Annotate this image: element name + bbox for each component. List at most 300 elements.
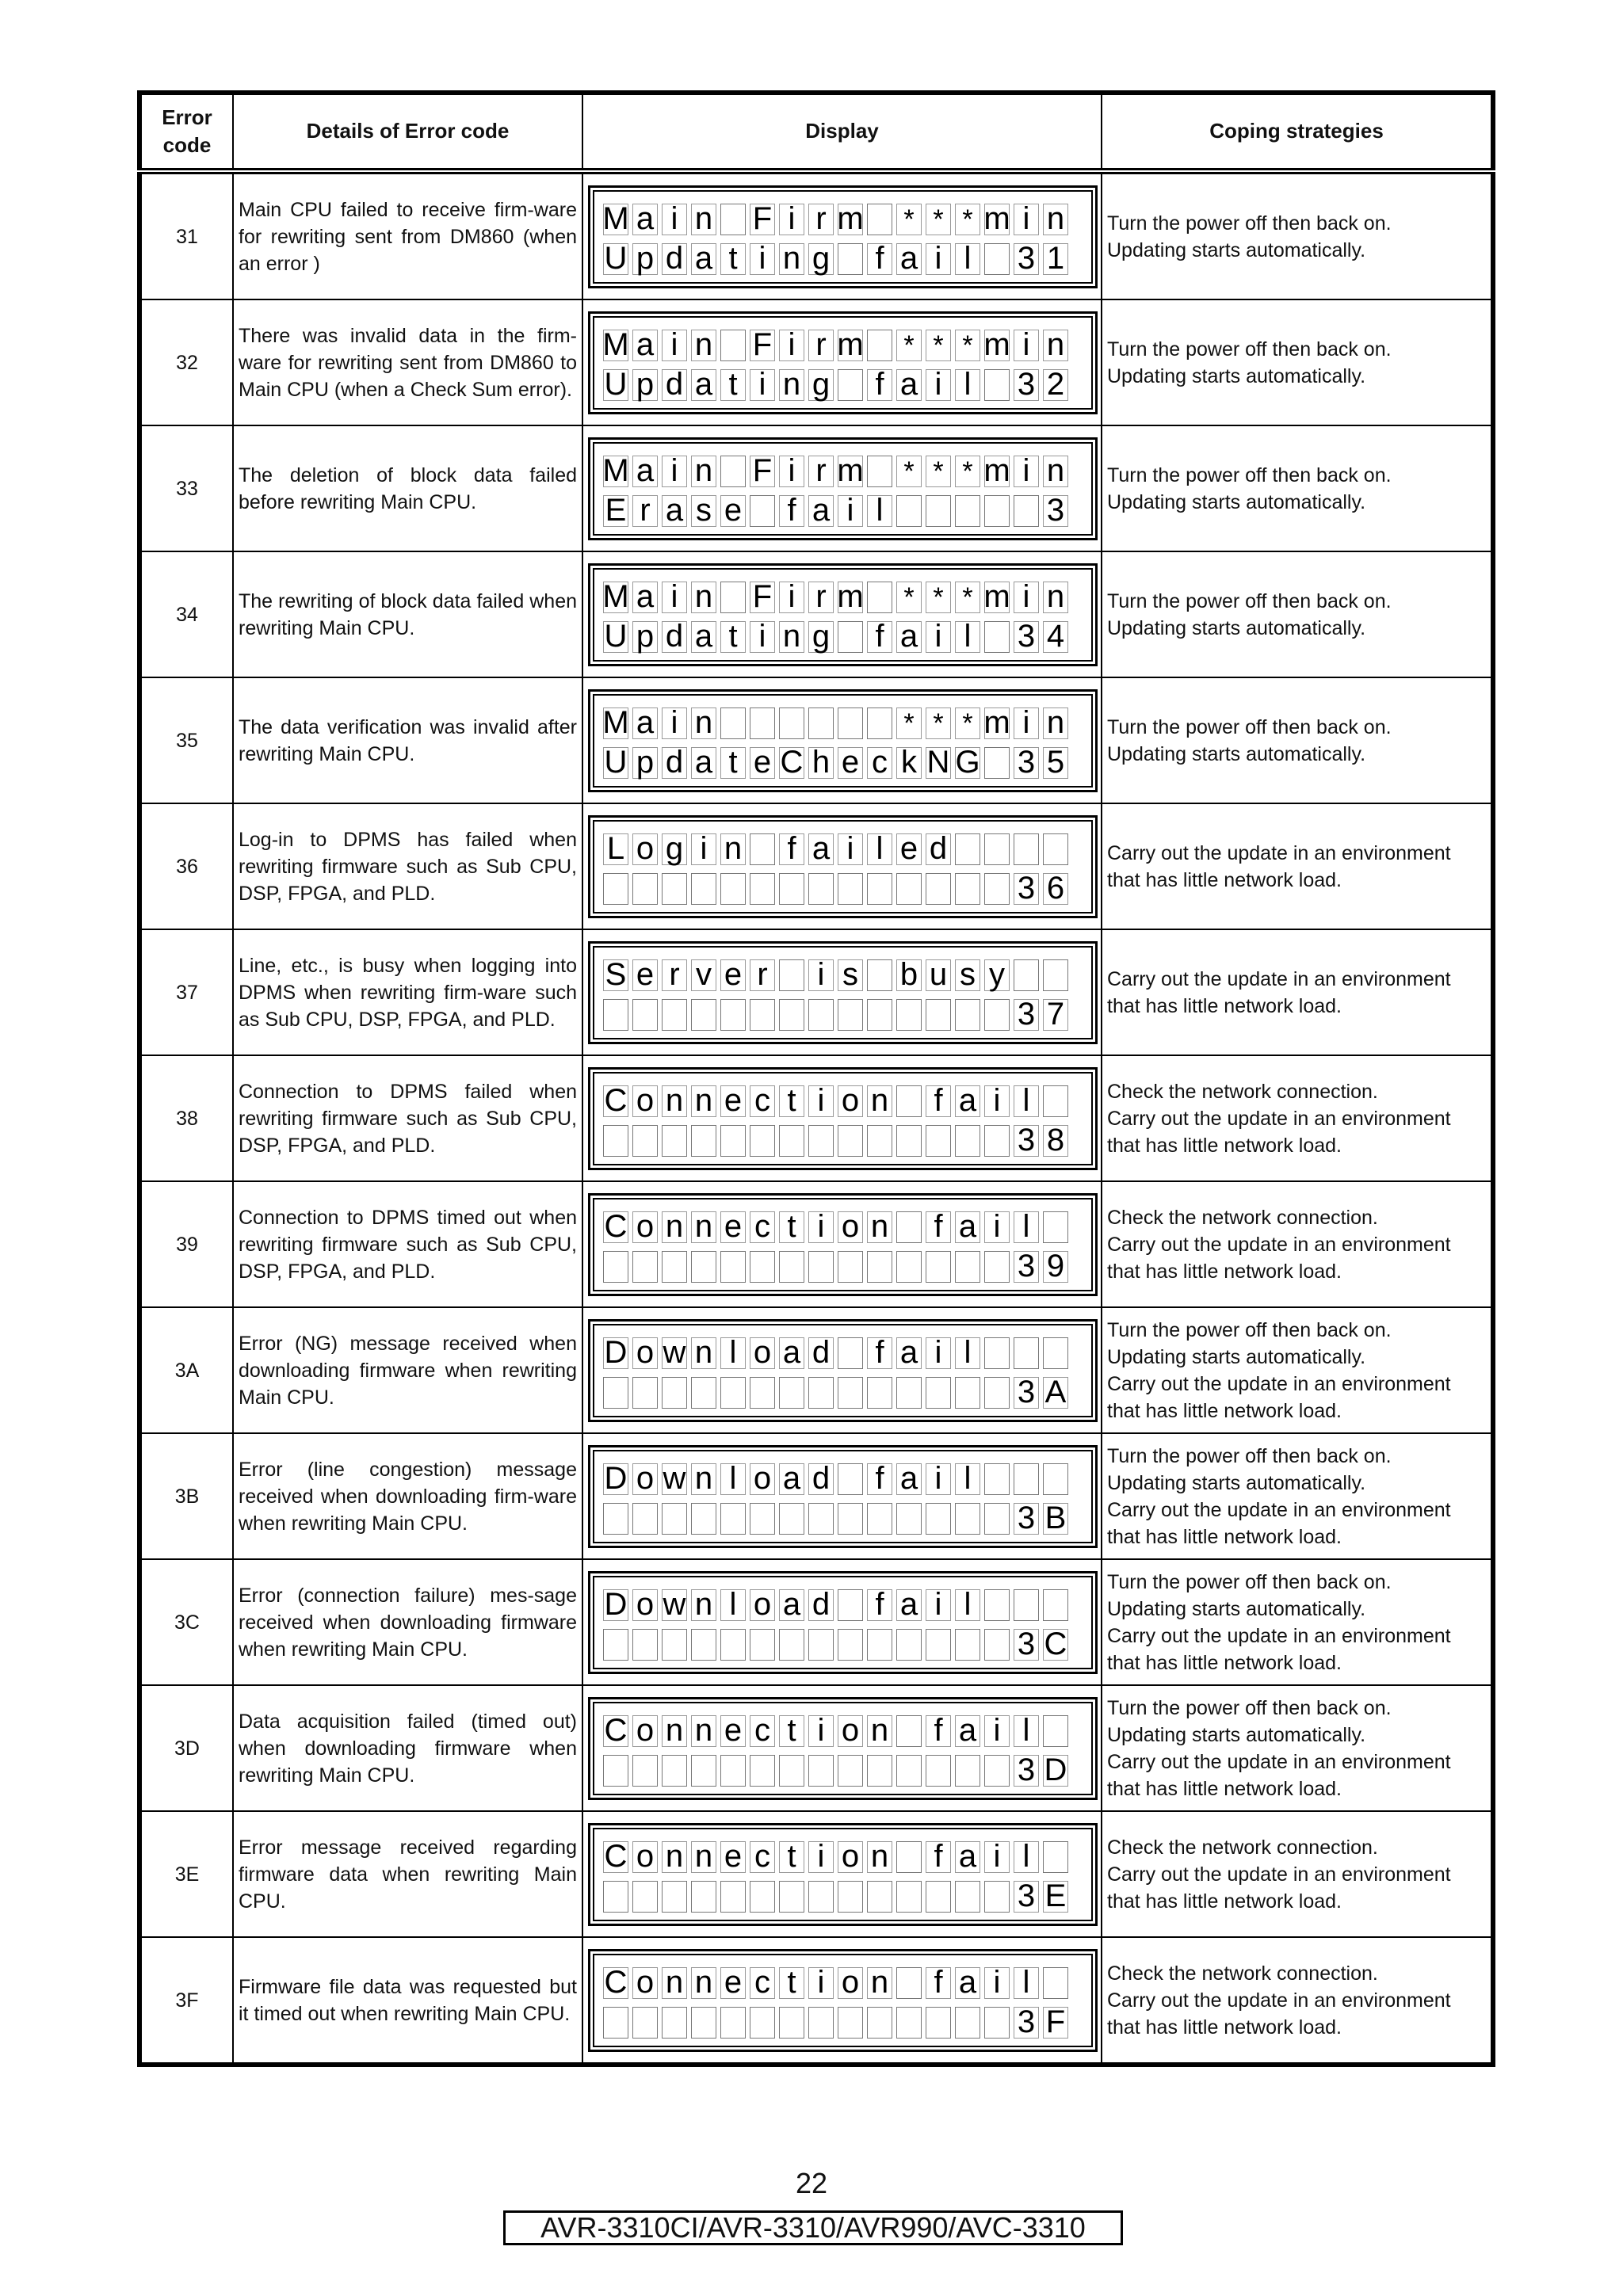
lcd-char	[867, 1125, 892, 1157]
lcd-char	[603, 1755, 628, 1787]
lcd-char: C	[604, 1208, 628, 1244]
lcd-char: n	[1043, 204, 1068, 235]
lcd-char	[867, 456, 892, 487]
lcd-char: 3	[1014, 2007, 1039, 2039]
lcd-char	[838, 1125, 863, 1157]
lcd-char: d	[808, 1589, 834, 1621]
lcd-display	[588, 689, 1098, 792]
lcd-char: l	[955, 1589, 980, 1621]
lcd-char: 3	[1014, 243, 1039, 275]
lcd-char: 5	[1043, 747, 1068, 779]
lcd-char: g	[662, 833, 687, 865]
lcd-char: o	[632, 1337, 658, 1369]
lcd-display	[588, 941, 1098, 1044]
lcd-char	[1043, 959, 1068, 991]
lcd-char: 3	[1014, 747, 1039, 779]
lcd-char	[720, 456, 746, 487]
lcd-char	[984, 999, 1010, 1031]
display-cell	[582, 677, 1102, 803]
lcd-char: i	[691, 833, 716, 865]
lcd-char: n	[867, 1967, 892, 1999]
lcd-char	[632, 1251, 658, 1283]
lcd-char: e	[750, 747, 775, 779]
lcd-char: *	[955, 204, 980, 235]
lcd-char: n	[691, 1085, 716, 1117]
lcd-char: 3	[1014, 1125, 1039, 1157]
lcd-char: l	[1014, 1211, 1039, 1243]
lcd-char: n	[662, 1211, 687, 1243]
lcd-char: a	[632, 707, 658, 739]
lcd-char: U	[604, 744, 628, 780]
lcd-line1	[603, 1707, 1095, 1747]
lcd-char	[896, 1125, 922, 1157]
lcd-char: s	[955, 959, 980, 991]
lcd-char: f	[926, 1841, 951, 1873]
lcd-line2	[603, 613, 1095, 653]
lcd-char: C	[604, 1838, 628, 1874]
lcd-char	[896, 495, 922, 527]
table-row	[139, 803, 1493, 929]
coping-strategy-cell: Check the network connection. Carry out the update in an environment that has little network load.	[1102, 1937, 1493, 2065]
lcd-char: i	[926, 1589, 951, 1621]
lcd-char: f	[867, 1589, 892, 1621]
lcd-char: o	[838, 1211, 863, 1243]
lcd-char: f	[926, 1715, 951, 1747]
lcd-char	[691, 1629, 716, 1661]
lcd-char	[926, 1629, 951, 1661]
lcd-line1	[603, 1077, 1095, 1117]
lcd-line1	[603, 196, 1095, 235]
lcd-char	[808, 1629, 834, 1661]
lcd-char: i	[984, 1841, 1010, 1873]
table-row	[139, 1181, 1493, 1307]
error-code-cell: 3A	[139, 1307, 233, 1433]
lcd-char: l	[955, 369, 980, 401]
lcd-char: i	[1014, 456, 1039, 487]
lcd-char: t	[720, 243, 746, 275]
lcd-line2	[603, 1117, 1095, 1157]
lcd-char: e	[632, 959, 658, 991]
lcd-char: D	[604, 1586, 628, 1622]
lcd-char: a	[955, 1841, 980, 1873]
lcd-display	[588, 1571, 1098, 1674]
lcd-char: w	[663, 1460, 686, 1496]
coping-strategy-cell: Carry out the update in an environment that has little network load.	[1102, 929, 1493, 1055]
lcd-char: o	[632, 1211, 658, 1243]
lcd-char: n	[691, 582, 716, 613]
lcd-char	[603, 873, 628, 905]
lcd-char: m	[983, 578, 1010, 614]
error-code-cell: 31	[139, 171, 233, 299]
lcd-char: i	[662, 330, 687, 361]
lcd-char	[691, 1881, 716, 1913]
lcd-char	[779, 1503, 804, 1535]
lcd-char	[720, 204, 746, 235]
lcd-char	[662, 1251, 687, 1283]
lcd-line2	[603, 1369, 1095, 1409]
lcd-char: i	[662, 456, 687, 487]
lcd-char	[662, 1881, 687, 1913]
lcd-char	[926, 1755, 951, 1787]
lcd-char: *	[955, 330, 980, 361]
lcd-char: 7	[1043, 999, 1068, 1031]
lcd-char: i	[808, 1967, 834, 1999]
lcd-char	[720, 1251, 746, 1283]
lcd-char	[896, 1881, 922, 1913]
lcd-display	[588, 815, 1098, 918]
lcd-char: F	[750, 330, 775, 361]
coping-strategy-cell: Turn the power off then back on. Updating starts automatically.	[1102, 677, 1493, 803]
lcd-char: m	[983, 704, 1010, 740]
lcd-char: p	[632, 747, 658, 779]
lcd-char	[808, 1755, 834, 1787]
table-row	[139, 1433, 1493, 1559]
lcd-char	[632, 1377, 658, 1409]
lcd-char: n	[662, 1841, 687, 1873]
lcd-char: l	[867, 833, 892, 865]
lcd-char	[808, 999, 834, 1031]
lcd-char	[955, 1503, 980, 1535]
lcd-char: i	[984, 1967, 1010, 1999]
lcd-char: i	[808, 1211, 834, 1243]
lcd-char: o	[632, 1715, 658, 1747]
lcd-char	[838, 1463, 863, 1495]
lcd-char	[779, 1755, 804, 1787]
lcd-char: r	[808, 204, 834, 235]
lcd-char: n	[867, 1085, 892, 1117]
lcd-char: o	[632, 1463, 658, 1495]
lcd-char	[808, 707, 834, 739]
lcd-char: b	[896, 959, 922, 991]
coping-strategy-cell: Turn the power off then back on. Updating starts automatically.	[1102, 551, 1493, 677]
lcd-char	[867, 999, 892, 1031]
lcd-char	[779, 959, 804, 991]
lcd-char: M	[602, 326, 629, 362]
error-details-cell: The rewriting of block data failed when rewriting Main CPU.	[233, 551, 582, 677]
lcd-line2	[603, 361, 1095, 401]
lcd-char: a	[808, 833, 834, 865]
lcd-char	[984, 1377, 1010, 1409]
lcd-char	[632, 1503, 658, 1535]
lcd-char: n	[662, 1967, 687, 1999]
lcd-char: n	[662, 1715, 687, 1747]
lcd-char: v	[691, 959, 716, 991]
error-code-cell: 34	[139, 551, 233, 677]
lcd-char: n	[691, 1211, 716, 1243]
lcd-char: y	[984, 959, 1010, 991]
lcd-char	[691, 1755, 716, 1787]
lcd-char	[867, 330, 892, 361]
lcd-char	[926, 495, 951, 527]
lcd-char: w	[663, 1586, 686, 1622]
lcd-char: t	[779, 1967, 804, 1999]
error-details-cell: Connection to DPMS timed out when rewriting firmware such as Sub CPU, DSP, FPGA, and PLD.	[233, 1181, 582, 1307]
lcd-char: o	[838, 1967, 863, 1999]
lcd-char: 4	[1043, 621, 1068, 653]
lcd-char: n	[662, 1085, 687, 1117]
lcd-char	[896, 1715, 922, 1747]
lcd-char: i	[779, 204, 804, 235]
lcd-char	[662, 1377, 687, 1409]
lcd-char: C	[780, 744, 804, 780]
lcd-char	[632, 873, 658, 905]
lcd-char: N	[926, 744, 950, 780]
lcd-char: n	[691, 707, 716, 739]
lcd-char	[955, 1881, 980, 1913]
lcd-char	[691, 1125, 716, 1157]
lcd-char	[926, 1503, 951, 1535]
lcd-char: t	[779, 1211, 804, 1243]
lcd-char: e	[720, 1211, 746, 1243]
lcd-char	[603, 1377, 628, 1409]
lcd-char	[955, 1377, 980, 1409]
lcd-char	[750, 999, 775, 1031]
display-cell	[582, 171, 1102, 299]
lcd-char: l	[1014, 1841, 1039, 1873]
lcd-char	[955, 1755, 980, 1787]
lcd-char	[691, 999, 716, 1031]
table-row	[139, 299, 1493, 425]
lcd-char	[896, 1251, 922, 1283]
lcd-char	[720, 1125, 746, 1157]
lcd-char	[867, 1881, 892, 1913]
error-code-cell: 36	[139, 803, 233, 929]
lcd-char: E	[1043, 1881, 1068, 1913]
lcd-char	[603, 1503, 628, 1535]
coping-strategy-cell: Turn the power off then back on. Updating starts automatically. Carry out the update in an environment that has little network load.	[1102, 1307, 1493, 1433]
lcd-char	[691, 1251, 716, 1283]
lcd-char: l	[1014, 1967, 1039, 1999]
lcd-char: w	[663, 1334, 686, 1370]
lcd-char: m	[983, 326, 1010, 362]
error-details-cell: Error (connection failure) mes-sage received when downloading firmware when rewriting Main CPU.	[233, 1559, 582, 1685]
lcd-char: A	[1043, 1377, 1068, 1409]
lcd-char	[838, 1377, 863, 1409]
display-cell	[582, 1433, 1102, 1559]
error-details-cell: The data verification was invalid after rewriting Main CPU.	[233, 677, 582, 803]
lcd-char	[984, 873, 1010, 905]
lcd-line1	[603, 574, 1095, 613]
lcd-char	[808, 2007, 834, 2039]
table-row	[139, 1559, 1493, 1685]
lcd-char: n	[1043, 582, 1068, 613]
lcd-char	[926, 2007, 951, 2039]
lcd-char: a	[691, 747, 716, 779]
lcd-char: *	[896, 456, 922, 487]
table-row	[139, 1055, 1493, 1181]
lcd-char: m	[837, 326, 864, 362]
lcd-char: i	[808, 959, 834, 991]
lcd-char: h	[808, 747, 834, 779]
error-details-cell: Error (NG) message received when downloading firmware when rewriting Main CPU.	[233, 1307, 582, 1433]
lcd-char: f	[867, 1463, 892, 1495]
lcd-char: a	[955, 1967, 980, 1999]
coping-strategy-cell: Turn the power off then back on. Updating starts automatically.	[1102, 425, 1493, 551]
page-number: 22	[795, 2167, 828, 2199]
error-details-cell: Line, etc., is busy when logging into DPMS when rewriting firm-ware such as Sub CPU, DSP, FPGA, and PLD.	[233, 929, 582, 1055]
lcd-char	[662, 1125, 687, 1157]
lcd-char	[984, 369, 1010, 401]
error-code-cell: 35	[139, 677, 233, 803]
lcd-char: l	[955, 1463, 980, 1495]
lcd-display	[588, 1193, 1098, 1296]
lcd-line1	[603, 448, 1095, 487]
lcd-char	[984, 1463, 1010, 1495]
lcd-line2	[603, 991, 1095, 1031]
lcd-char: i	[779, 330, 804, 361]
lcd-char: F	[1043, 2007, 1068, 2039]
lcd-char	[691, 873, 716, 905]
lcd-char: L	[603, 833, 628, 865]
lcd-char	[750, 1755, 775, 1787]
lcd-char	[867, 1629, 892, 1661]
lcd-char: *	[896, 204, 922, 235]
lcd-char: C	[604, 1712, 628, 1748]
lcd-char: 3	[1043, 495, 1068, 527]
display-cell	[582, 929, 1102, 1055]
table-row	[139, 677, 1493, 803]
lcd-char	[779, 999, 804, 1031]
lcd-char	[750, 707, 775, 739]
lcd-char: n	[779, 243, 804, 275]
lcd-char: t	[779, 1715, 804, 1747]
lcd-char	[838, 369, 863, 401]
coping-strategy-cell: Check the network connection. Carry out the update in an environment that has little network load.	[1102, 1811, 1493, 1937]
lcd-char: o	[632, 1841, 658, 1873]
lcd-char	[779, 1629, 804, 1661]
lcd-char: e	[896, 833, 922, 865]
lcd-char	[838, 1251, 863, 1283]
lcd-char: d	[662, 747, 687, 779]
lcd-char	[750, 1881, 775, 1913]
table-row	[139, 929, 1493, 1055]
lcd-char	[691, 1377, 716, 1409]
coping-strategy-cell: Check the network connection. Carry out the update in an environment that has little network load.	[1102, 1055, 1493, 1181]
lcd-char: t	[720, 369, 746, 401]
lcd-char: G	[955, 744, 980, 780]
lcd-line1	[603, 1581, 1095, 1621]
lcd-line1	[603, 1203, 1095, 1243]
lcd-char	[984, 2007, 1010, 2039]
lcd-char	[896, 2007, 922, 2039]
lcd-char: *	[926, 204, 951, 235]
display-cell	[582, 1811, 1102, 1937]
lcd-char	[1043, 1715, 1068, 1747]
lcd-char: n	[691, 1337, 716, 1369]
lcd-char: 3	[1014, 1251, 1039, 1283]
lcd-char	[955, 2007, 980, 2039]
lcd-char: t	[779, 1841, 804, 1873]
lcd-char: i	[926, 369, 951, 401]
lcd-char	[984, 747, 1010, 779]
lcd-line1	[603, 1329, 1095, 1369]
model-name-box: AVR-3310CI/AVR-3310/AVR990/AVC-3310	[503, 2210, 1123, 2245]
lcd-char: f	[867, 243, 892, 275]
lcd-char: n	[1043, 330, 1068, 361]
lcd-char: f	[779, 833, 804, 865]
lcd-char	[632, 2007, 658, 2039]
lcd-char	[750, 1377, 775, 1409]
lcd-char: o	[632, 1967, 658, 1999]
lcd-char: 3	[1014, 1755, 1039, 1787]
lcd-char: a	[896, 243, 922, 275]
lcd-char	[720, 1755, 746, 1787]
lcd-char	[984, 1251, 1010, 1283]
lcd-char: 3	[1014, 1629, 1039, 1661]
lcd-char: g	[808, 243, 834, 275]
lcd-char: E	[603, 495, 628, 527]
lcd-char: 1	[1043, 243, 1068, 275]
lcd-char	[1043, 1463, 1068, 1495]
lcd-char	[808, 1881, 834, 1913]
lcd-char	[896, 1967, 922, 1999]
lcd-char: C	[604, 1082, 628, 1118]
error-details-cell: Error (line congestion) message received when downloading firm-ware when rewriting Main CPU.	[233, 1433, 582, 1559]
lcd-char	[867, 873, 892, 905]
lcd-display	[588, 1445, 1098, 1548]
lcd-char	[955, 1125, 980, 1157]
lcd-char: a	[808, 495, 834, 527]
lcd-char: n	[1043, 456, 1068, 487]
lcd-char: c	[750, 1841, 775, 1873]
header-coping: Coping strategies	[1102, 93, 1493, 171]
lcd-char: a	[691, 369, 716, 401]
lcd-char: i	[808, 1841, 834, 1873]
lcd-char: o	[838, 1715, 863, 1747]
lcd-char	[808, 1377, 834, 1409]
lcd-char	[720, 1503, 746, 1535]
display-cell	[582, 1181, 1102, 1307]
lcd-char: 3	[1014, 1881, 1039, 1913]
lcd-char	[720, 582, 746, 613]
lcd-char	[838, 621, 863, 653]
lcd-line1	[603, 826, 1095, 865]
error-code-cell: 39	[139, 1181, 233, 1307]
lcd-char	[808, 1503, 834, 1535]
lcd-char: a	[632, 582, 658, 613]
lcd-char	[867, 582, 892, 613]
coping-strategy-cell: Check the network connection. Carry out the update in an environment that has little network load.	[1102, 1181, 1493, 1307]
lcd-char: n	[867, 1715, 892, 1747]
lcd-char	[750, 873, 775, 905]
lcd-char	[955, 999, 980, 1031]
lcd-char	[838, 2007, 863, 2039]
lcd-char: c	[750, 1715, 775, 1747]
lcd-char	[984, 243, 1010, 275]
display-cell	[582, 1685, 1102, 1811]
lcd-display	[588, 437, 1098, 540]
lcd-char	[984, 833, 1010, 865]
lcd-char: 3	[1014, 873, 1039, 905]
lcd-char: g	[808, 621, 834, 653]
lcd-char	[984, 1629, 1010, 1661]
lcd-char: n	[691, 1463, 716, 1495]
lcd-char: a	[632, 330, 658, 361]
lcd-char	[662, 1629, 687, 1661]
lcd-char: t	[720, 747, 746, 779]
lcd-char	[662, 1503, 687, 1535]
lcd-char	[750, 1503, 775, 1535]
error-details-cell: Firmware file data was requested but it timed out when rewriting Main CPU.	[233, 1937, 582, 2065]
lcd-char: U	[604, 618, 628, 654]
lcd-char: 3	[1014, 621, 1039, 653]
lcd-char: m	[837, 452, 864, 488]
error-code-cell: 3F	[139, 1937, 233, 2065]
lcd-char: f	[926, 1211, 951, 1243]
lcd-char: a	[691, 243, 716, 275]
lcd-char	[1014, 495, 1039, 527]
lcd-char: a	[662, 495, 687, 527]
